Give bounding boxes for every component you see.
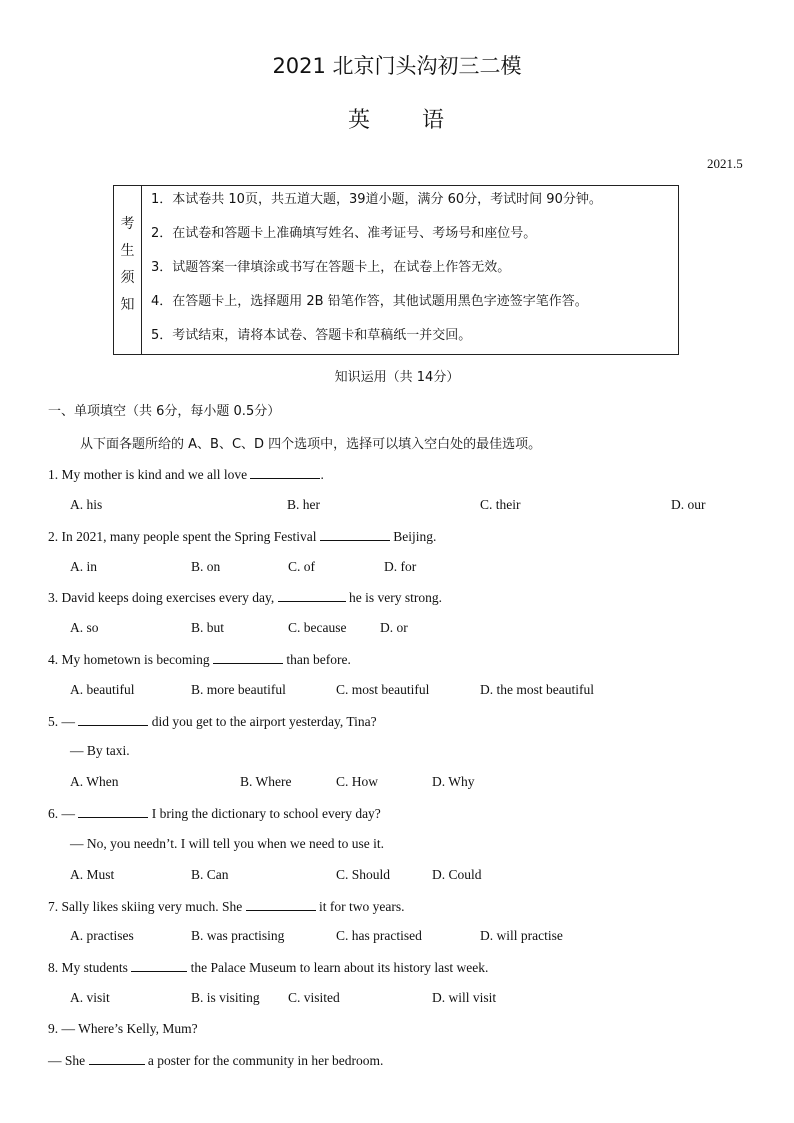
notice-rule: 2．在试卷和答题卡上准确填写姓名、准考证号、考场号和座位号。	[151, 226, 537, 241]
notice-side-label	[114, 186, 142, 354]
dialogue-reply: — No, you needn’t. I will tell you when we need to use it.	[70, 836, 384, 851]
subject-char-1: 英	[347, 108, 372, 133]
section-instruction: 从下面各题所给的 A、B、C、D 四个选项中，选择可以填入空白处的最佳选项。	[80, 437, 542, 452]
question-stem: 8. My students the Palace Museum to learn about its history last week.	[48, 960, 489, 975]
option: A. Must	[70, 867, 115, 882]
option: C. of	[288, 559, 315, 574]
option: D. the most beautiful	[480, 682, 594, 697]
option: D. our	[671, 497, 706, 512]
part-title: 知识运用（共 14分）	[334, 370, 460, 385]
option: A. beautiful	[70, 682, 135, 697]
notice-side-char: 考	[120, 216, 135, 232]
option: C. their	[480, 497, 521, 512]
question-stem: 2. In 2021, many people spent the Spring Festival Beijing.	[48, 529, 437, 544]
option: C. How	[336, 774, 379, 789]
question-stem: 5. — did you get to the airport yesterday, Tina?	[48, 714, 377, 729]
option: D. for	[384, 559, 417, 574]
candidate-notice-box	[113, 185, 679, 355]
option: D. Could	[432, 867, 482, 882]
option: A. visit	[70, 990, 110, 1005]
option: B. is visiting	[191, 990, 260, 1005]
exam-title: 2021 北京门头沟初三二模	[272, 54, 522, 78]
answer-blank	[78, 805, 148, 818]
option: B. more beautiful	[191, 682, 286, 697]
option: C. Should	[336, 867, 391, 882]
notice-rule: 1．本试卷共 10页，共五道大题，39道小题，满分 60分，考试时间 90分钟。	[151, 192, 602, 207]
notice-rule: 5．考试结束，请将本试卷、答题卡和草稿纸一并交回。	[151, 328, 472, 343]
answer-blank	[246, 898, 316, 911]
option: B. but	[191, 620, 225, 635]
option: C. because	[288, 620, 347, 635]
option: B. Where	[240, 774, 292, 789]
option: C. visited	[288, 990, 340, 1005]
section-title: 一、单项填空（共 6分，每小题 0.5分）	[48, 404, 281, 419]
notice-side-char: 须	[120, 270, 135, 286]
option: B. her	[287, 497, 320, 512]
notice-rule: 4．在答题卡上，选择题用 2B 铅笔作答，其他试题用黑色字迹签字笔作答。	[151, 294, 588, 309]
option: A. so	[70, 620, 99, 635]
question-stem: 1. My mother is kind and we all love .	[48, 467, 324, 482]
question-stem: 7. Sally likes skiing very much. She it for two years.	[48, 899, 405, 914]
option: C. most beautiful	[336, 682, 430, 697]
question-stem: 9. — Where’s Kelly, Mum?	[48, 1021, 198, 1036]
notice-side-char: 生	[120, 243, 135, 259]
notice-rule: 3．试题答案一律填涂或书写在答题卡上，在试卷上作答无效。	[151, 260, 511, 275]
exam-date: 2021.5	[707, 156, 743, 171]
answer-blank	[250, 466, 320, 479]
option: D. or	[380, 620, 408, 635]
answer-blank	[78, 713, 148, 726]
option: D. will practise	[480, 928, 563, 943]
subject-char-2: 语	[422, 108, 447, 133]
option: B. was practising	[191, 928, 285, 943]
question-stem: 4. My hometown is becoming than before.	[48, 652, 351, 667]
option: A. his	[70, 497, 103, 512]
answer-blank	[320, 528, 390, 541]
subject-title	[0, 103, 794, 134]
option: B. Can	[191, 867, 229, 882]
notice-side-char: 知	[120, 297, 135, 313]
answer-blank	[89, 1052, 145, 1065]
answer-blank	[213, 651, 283, 664]
answer-blank	[131, 959, 187, 972]
option: A. in	[70, 559, 97, 574]
dialogue-reply: — She a poster for the community in her bedroom.	[48, 1053, 384, 1068]
option: D. will visit	[432, 990, 497, 1005]
option: A. practises	[70, 928, 134, 943]
option: D. Why	[432, 774, 475, 789]
question-stem: 3. David keeps doing exercises every day, he is very strong.	[48, 590, 443, 605]
question-stem: 6. — I bring the dictionary to school every day?	[48, 806, 381, 821]
dialogue-reply: — By taxi.	[70, 743, 130, 758]
option: A. When	[70, 774, 119, 789]
option: C. has practised	[336, 928, 422, 943]
option: B. on	[191, 559, 221, 574]
answer-blank	[278, 589, 346, 602]
